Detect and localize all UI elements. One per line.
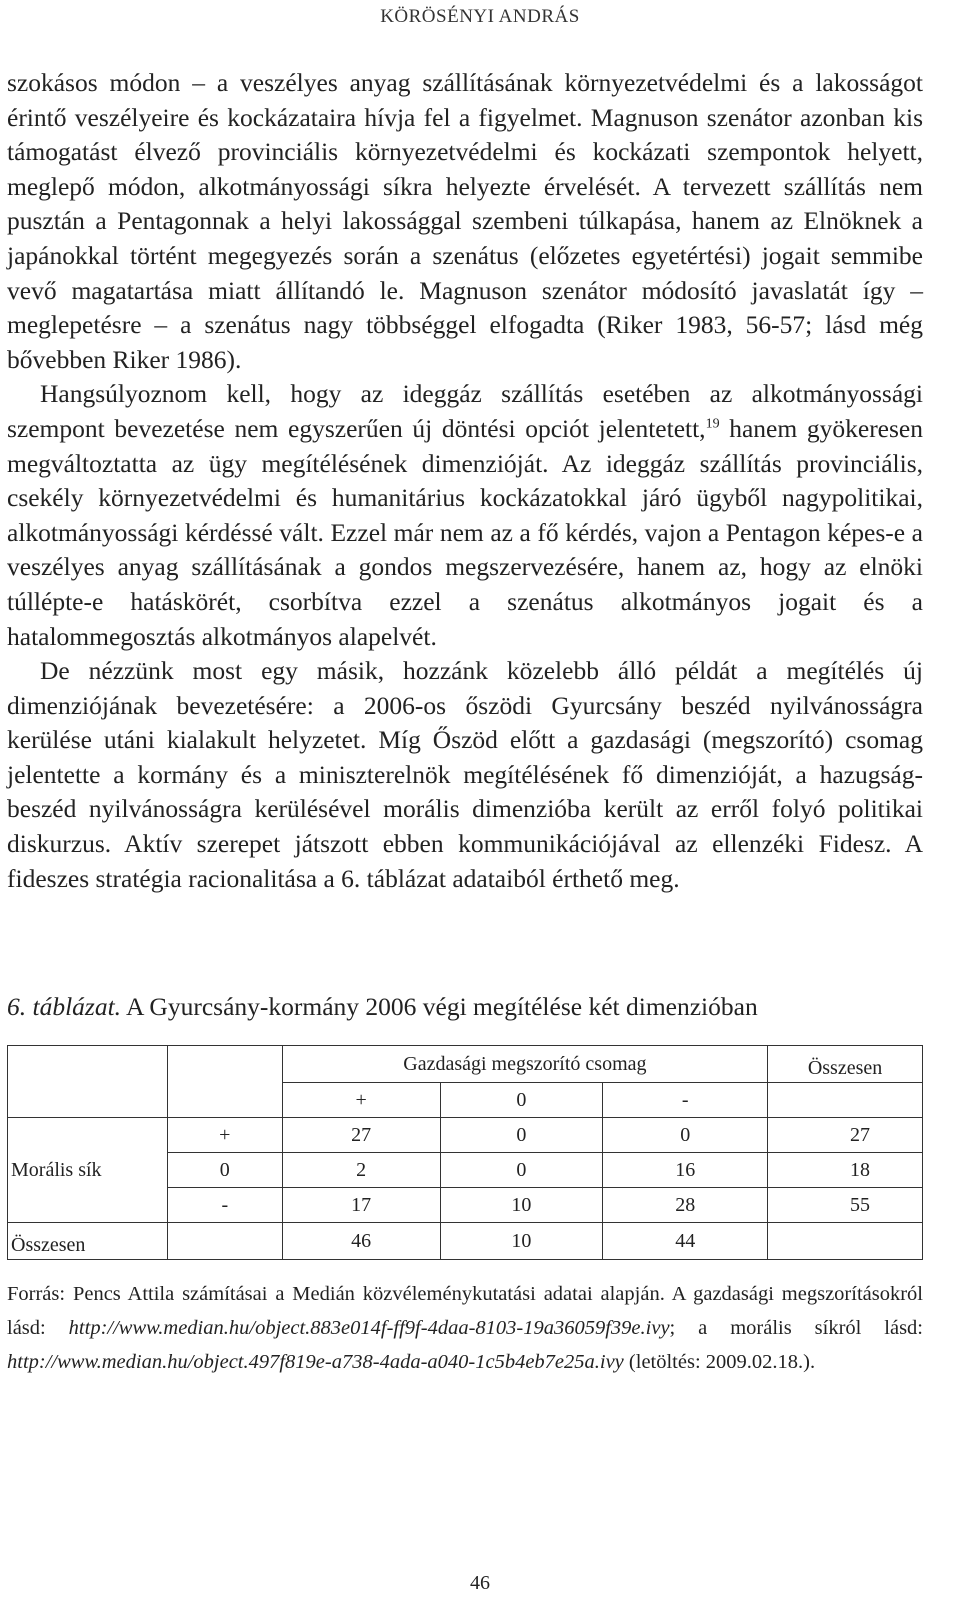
source-link-2[interactable]: http://www.median.hu/object.497f819e-a738-4ada-a040-1c5b4eb7e25a.ivy	[7, 1351, 624, 1373]
source-text-1: Forrás: Pencs Attila számításai a Medián közvéleménykutatási adatai alapján. A gazdasági megszorításokról lásd:	[7, 1283, 923, 1339]
total-cell: 46	[282, 1223, 440, 1260]
table-corner-cell	[8, 1046, 168, 1118]
row-group-label: Morális sík	[8, 1118, 168, 1223]
table-caption-label: 6. táblázat.	[7, 992, 122, 1021]
table-caption	[7, 990, 923, 1024]
table-cell: 27	[282, 1118, 440, 1153]
total-cell: 44	[603, 1223, 768, 1260]
empty-cell	[167, 1223, 282, 1260]
body-text	[7, 66, 923, 896]
table-row	[8, 1118, 923, 1153]
running-head: KÖRÖSÉNYI ANDRÁS	[380, 6, 580, 27]
empty-cell	[768, 1223, 923, 1260]
col-group-header: Gazdasági megszorító csomag	[282, 1046, 767, 1083]
paragraph-2	[7, 377, 923, 654]
table-header-row	[8, 1046, 923, 1083]
col-header: 0	[440, 1083, 603, 1118]
col-header: -	[603, 1083, 768, 1118]
page-number: 46	[470, 1572, 490, 1594]
paragraph-1: szokásos módon – a veszélyes anyag szállításának környezetvédelmi és a lakosságot érintő veszélyeire és kockázataira hívja fel a figyelmet. Magnuson szenátor azonban kis támogatást élvező provinciális környezetvédelmi és kockázati szempontok helyett, meglepő módon, alkotmányossági síkra helyezte érvelését. A tervezett szállítás nem pusztán a Pentagonnak a helyi lakossággal szembeni túlkapása, hanem az Elnöknek a japánokkal történt megegyezés során a szenátus (előzetes egyetértési) jogait semmibe vevő magatartása miatt állítandó le. Magnuson szenátor módosító javaslatát így – meglepetésre – a szenátus nagy többséggel elfogadta (Riker 1983, 56-57; lásd még bővebben Riker 1986).	[7, 68, 923, 374]
table-cell: 2	[282, 1153, 440, 1188]
table-cell: 16	[603, 1153, 768, 1188]
table-cell: 28	[603, 1188, 768, 1223]
table-source-note	[7, 1277, 923, 1379]
paragraph-2-part-b: hanem gyökeresen megváltoztatta az ügy megítélésének dimenzióját. Az ideggáz szállítás provinciális, csekély környezetvédelmi és humanitárius kockázatokkal járó ügyből nagypolitikai, alkotmányossági kérdéssé vált. Ezzel már nem az a fő kérdés, vajon a Pentagon képes-e a veszélyes anyag szállításának a gondos megszervezésére, hanem az, hogy az elnöki túllépte-e hatáskörét, csorbítva ezzel a szenátus alkotmányos jogait és a hatalommegosztás alkotmányos alapelvét.	[7, 413, 923, 651]
row-total: 55	[768, 1188, 923, 1223]
row-label: 0	[167, 1153, 282, 1188]
empty-cell	[768, 1083, 923, 1118]
table-total-row	[8, 1223, 923, 1260]
table-cell: 0	[440, 1118, 603, 1153]
source-text-2: ; a morális síkról lásd:	[669, 1317, 924, 1339]
table-cell: 0	[440, 1153, 603, 1188]
table-caption-title: A Gyurcsány-kormány 2006 végi megítélése két dimenzióban	[121, 992, 758, 1021]
source-link-1[interactable]: http://www.median.hu/object.883e014f-ff9f-4daa-8103-19a36059f39e.ivy	[68, 1317, 670, 1339]
total-cell: 10	[440, 1223, 603, 1260]
footnote-ref-19[interactable]: 19	[705, 416, 720, 432]
paragraph-3: De nézzünk most egy másik, hozzánk közelebb álló példát a megítélés új dimenziójának bevezetésére: a 2006-os őszödi Gyurcsány beszéd nyilvánosságra kerülése utáni kialakult helyzetet. Míg Őszöd előtt a gazdasági (megszorító) csomag jelentette a kormány és a miniszterelnök megítélésének fő dimenzióját, a hazugság-beszéd nyilvánosságra kerülésével morális dimenzióba került az erről folyó politikai diskurzus. Aktív szerepet játszott ebben kommunikációjával az ellenzéki Fidesz. A fideszes stratégia racionalitása a 6. táblázat adataiból érthető meg.	[7, 656, 923, 893]
table-cell: 0	[603, 1118, 768, 1153]
col-header: +	[282, 1083, 440, 1118]
row-label: -	[167, 1188, 282, 1223]
row-total: 18	[768, 1153, 923, 1188]
paragraph-2-part-a: Hangsúlyoznom kell, hogy az ideggáz szállítás esetében az alkotmányossági szempont bevezetése nem egyszerűen új döntési opciót jelentetett,	[7, 379, 923, 443]
row-label: +	[167, 1118, 282, 1153]
table-cell: 17	[282, 1188, 440, 1223]
table-corner-cell-2	[167, 1046, 282, 1118]
total-row-label: Összesen	[8, 1223, 168, 1260]
source-text-3: (letöltés: 2009.02.18.).	[623, 1351, 816, 1373]
data-table	[7, 1045, 923, 1260]
table-cell: 10	[440, 1188, 603, 1223]
total-header: Összesen	[768, 1046, 923, 1083]
row-total: 27	[768, 1118, 923, 1153]
